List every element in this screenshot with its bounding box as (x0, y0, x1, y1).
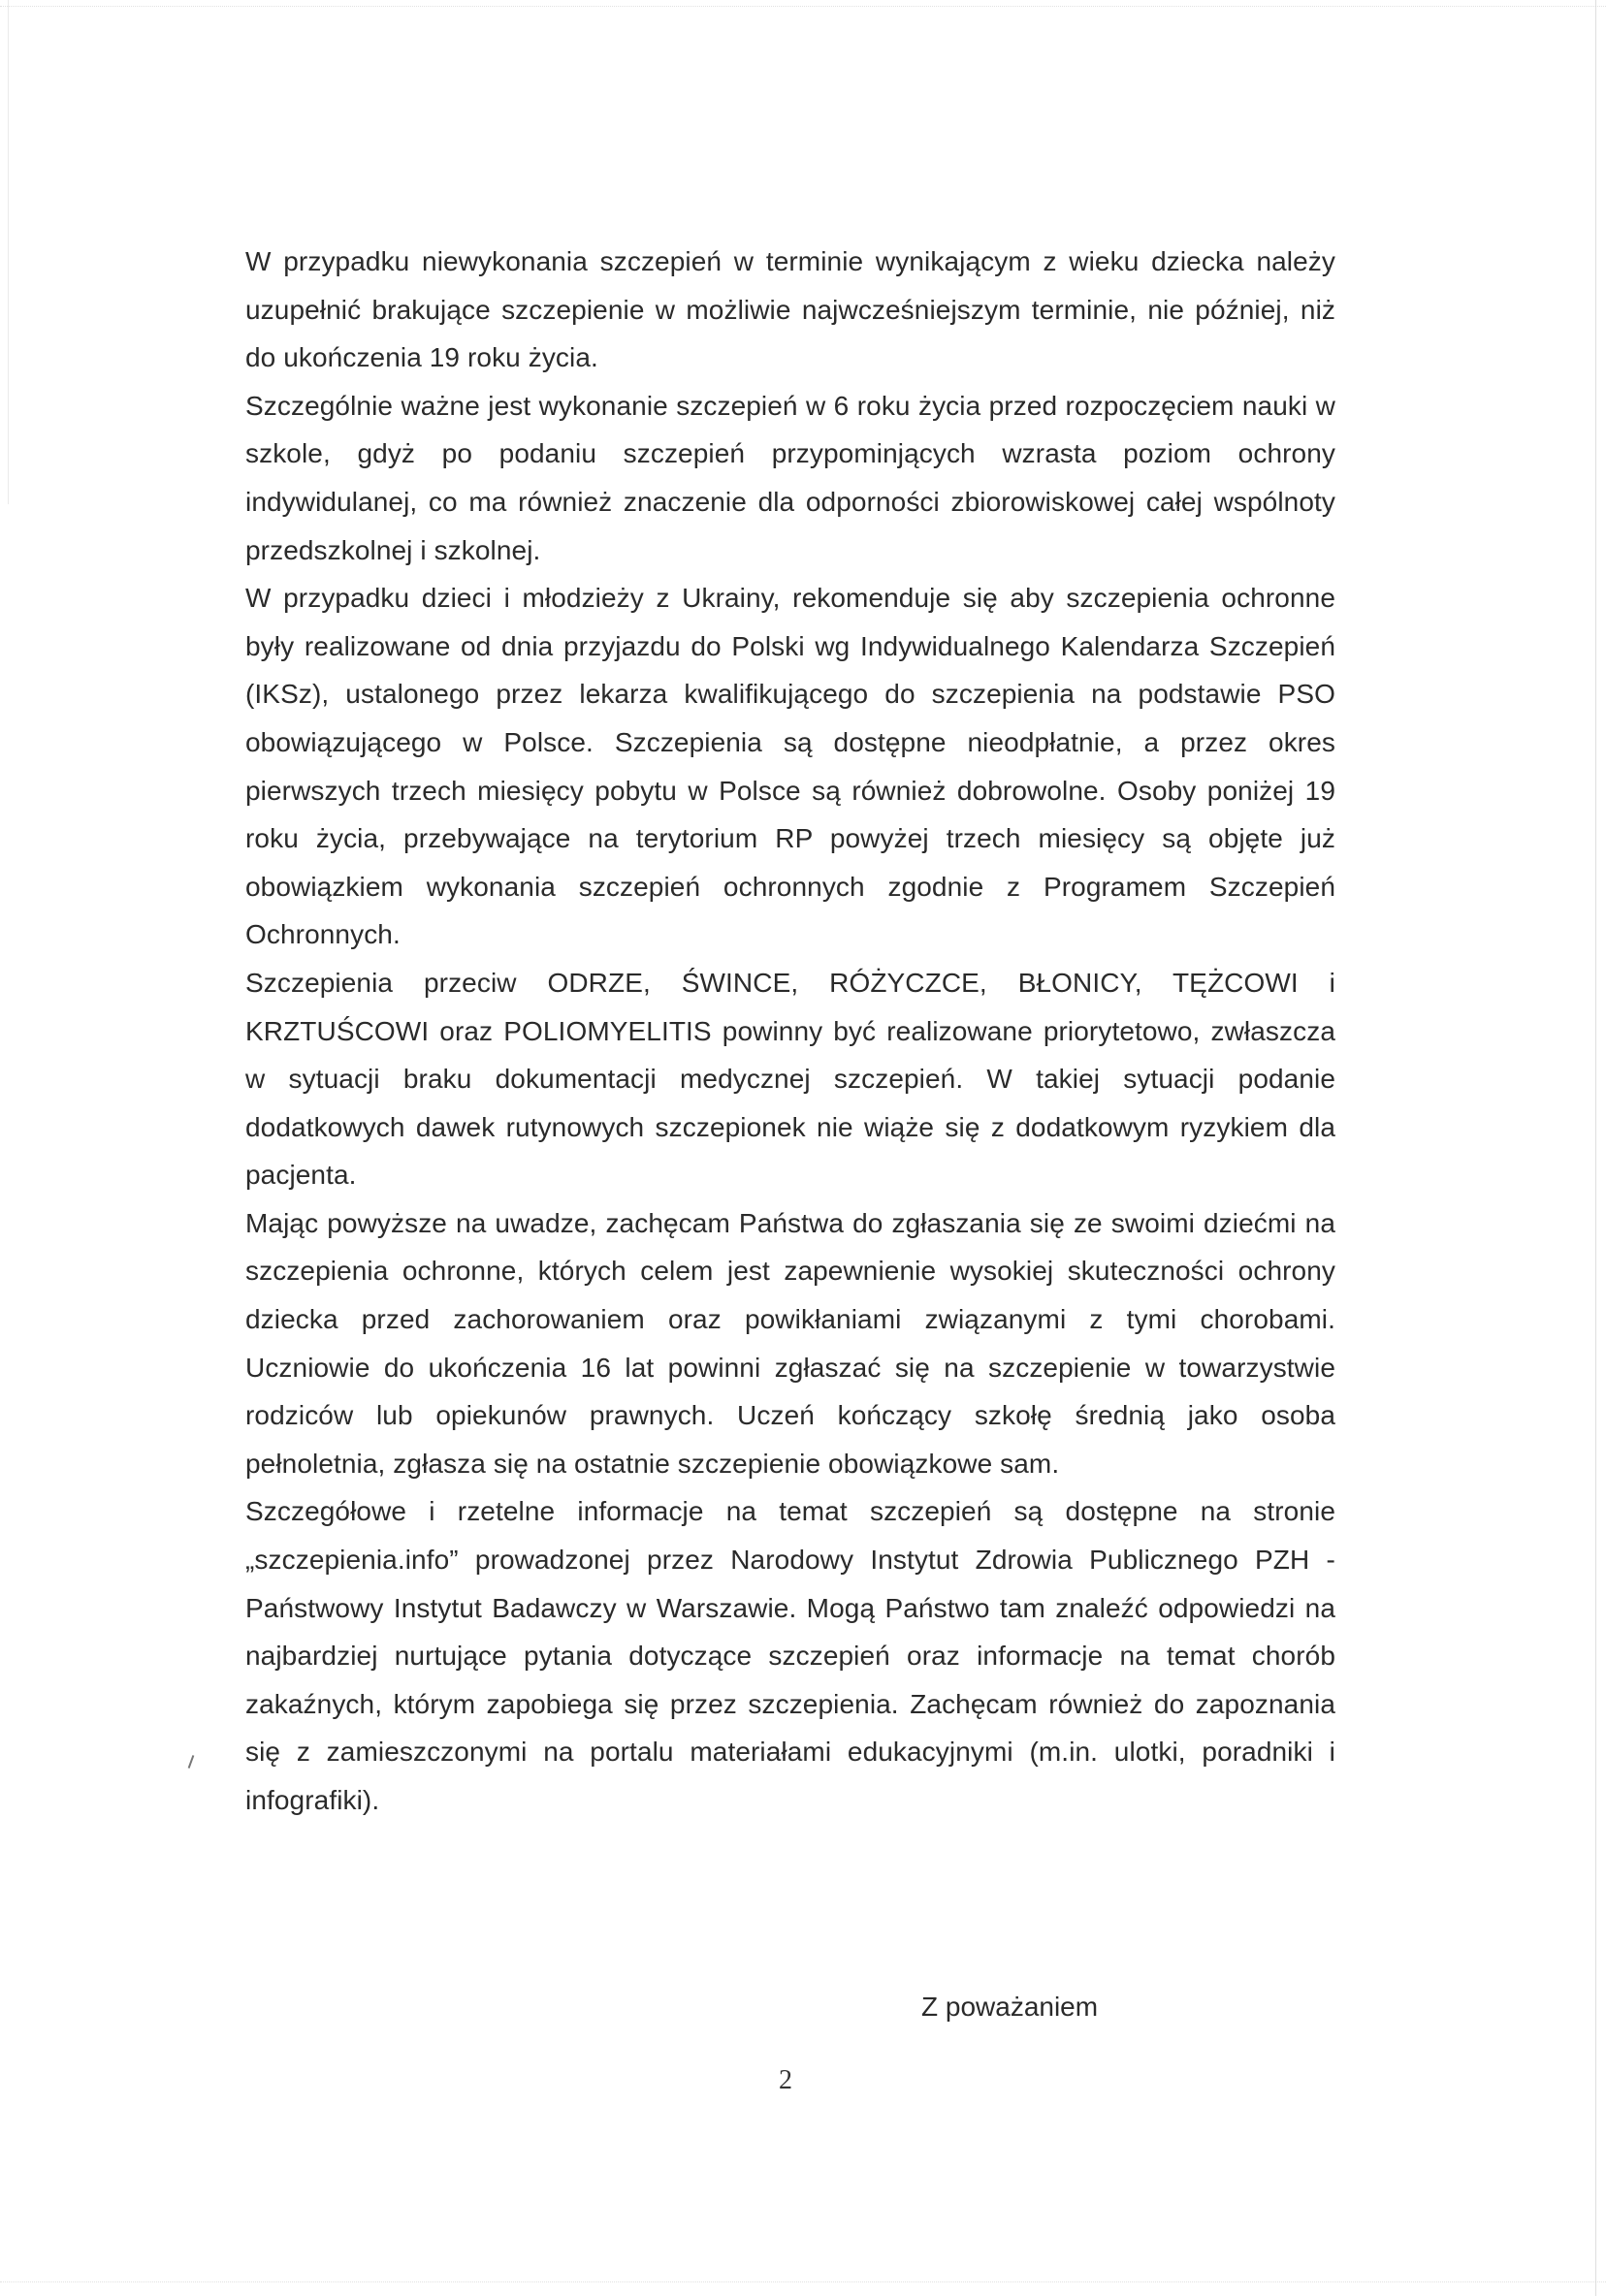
page-number: 2 (779, 2065, 792, 2095)
paragraph-ukraine-children: W przypadku dzieci i młodzieży z Ukrainy, rekomenduje się aby szczepienia ochronne były realizowane od dnia przyjazdu do Polski wg Indywidualnego Kalendarza Szczepień (IKSz), ustalonego przez lekarza kwalifikującego do szczepienia na podstawie PSO obowiązującego w Polsce. Szczepienia są dostępne nieodpłatnie, a przez okres pierwszych trzech miesięcy pobytu w Polsce są również dobrowolne. Osoby poniżej 19 roku życia, przebywające na terytorium RP powyżej trzech miesięcy są objęte już obowiązkiem wykonania szczepień ochronnych zgodnie z Programem Szczepień Ochronnych. (245, 583, 1335, 950)
paragraph-information-source: Szczegółowe i rzetelne informacje na temat szczepień są dostępne na stronie „szczepienia.info” prowadzonej przez Narodowy Instytut Zdrowia Publicznego PZH - Państwowy Instytut Badawczy w Warszawie. Mogą Państwo tam znaleźć odpowiedzi na najbardziej nurtujące pytania dotyczące szczepień oraz informacje na temat chorób zakaźnych, którym zapobiega się przez szczepienia. Zachęcam również do zapoznania się z zamieszczonymi na portalu materiałami edukacyjnymi (m.in. ulotki, poradniki i infografiki). (245, 1496, 1335, 1815)
paragraph-missed-vaccinations: W przypadku niewykonania szczepień w terminie wynikającym z wieku dziecka należy uzupełnić brakujące szczepienie w możliwie najwcześniejszym terminie, nie później, niż do ukończenia 19 roku życia. (245, 246, 1335, 373)
closing-salutation: Z poważaniem (921, 1992, 1099, 2022)
scan-artifact-top (0, 6, 1606, 11)
paragraph-priority-vaccinations: Szczepienia przeciw ODRZE, ŚWINCE, RÓŻYCZCE, BŁONICY, TĘŻCOWI i KRZTUŚCOWI oraz POLIOMYELITIS powinny być realizowane priorytetowo, zwłaszcza w sytuacji braku dokumentacji medycznej szczepień. W takiej sytuacji podanie dodatkowych dawek rutynowych szczepionek nie wiąże się z dodatkowym ryzykiem dla pacjenta. (245, 967, 1335, 1191)
scan-artifact-bottom (0, 2281, 1606, 2286)
paragraph-age-six-vaccinations: Szczególnie ważne jest wykonanie szczepień w 6 roku życia przed rozpoczęciem nauki w szkole, gdyż po podaniu szczepień przypominjących wzrasta poziom ochrony indywidulanej, co ma również znaczenie dla odporności zbiorowiskowej całej wspólnoty przedszkolnej i szkolnej. (245, 390, 1335, 565)
letter-body (245, 238, 1335, 1825)
scan-artifact-right-edge (1595, 0, 1596, 2296)
scan-artifact-mark (188, 1755, 195, 1769)
paragraph-encouragement: Mając powyższe na uwadze, zachęcam Państwa do zgłaszania się ze swoimi dziećmi na szczepienia ochronne, których celem jest zapewnienie wysokiej skuteczności ochrony dziecka przed zachorowaniem oraz powikłaniami związanymi z tymi chorobami. Uczniowie do ukończenia 16 lat powinni zgłaszać się na szczepienie w towarzystwie rodziców lub opiekunów prawnych. Uczeń kończący szkołę średnią jako osoba pełnoletnia, zgłasza się na ostatnie szczepienie obowiązkowe sam. (245, 1207, 1335, 1479)
scan-artifact-left-edge (8, 0, 9, 504)
